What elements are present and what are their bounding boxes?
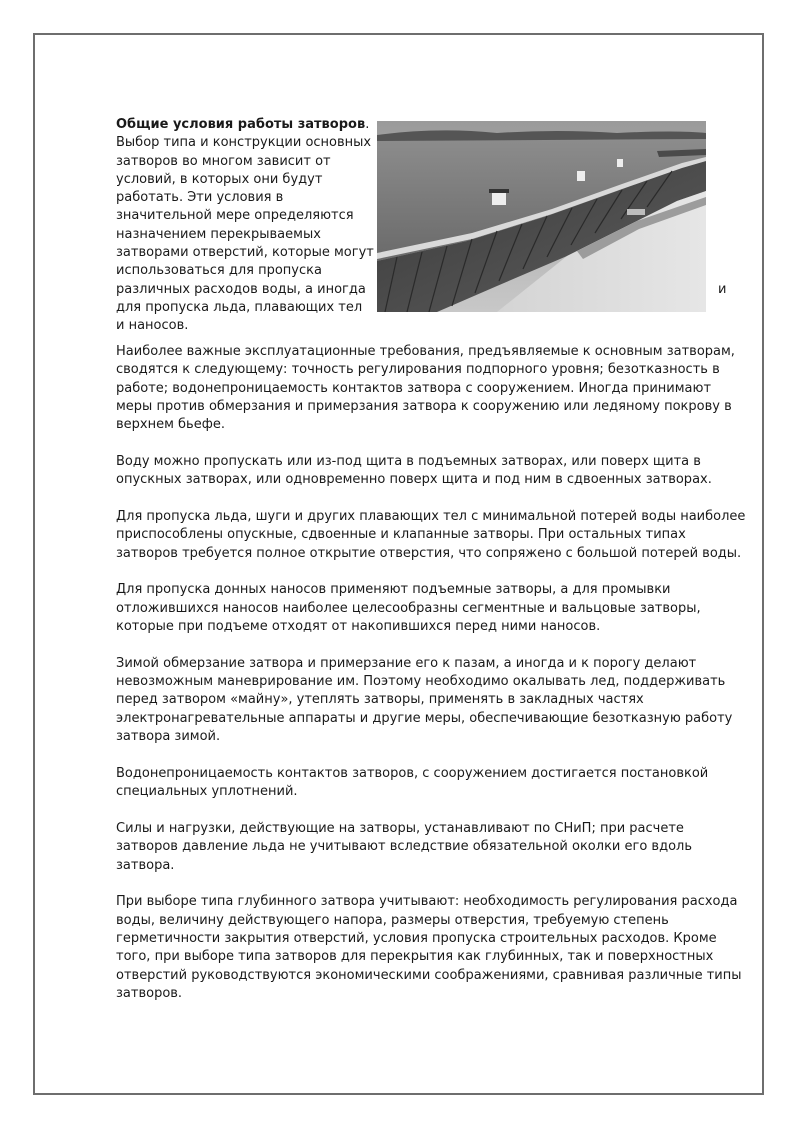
intro-section	[116, 116, 746, 336]
paragraph: Для пропуска льда, шуги и других плавающих тел с минимальной потерей воды наиболее приспособлены опускные, сдвоенные и клапанные затворы. При остальных типах затворов требуется полное открытие отверстия, что сопряжено с большой потерей воды.	[116, 509, 746, 561]
section-title: Общие условия работы затворов	[116, 117, 366, 132]
intro-text: Выбор типа и конструкции основных затворов во многом зависит от условий, в которых они будут работать. Эти условия в значительной мере определяются назначением перекрываемых затворами отверстий, которые могут использоваться для пропуска различных расходов воды, а иногда	[116, 135, 374, 297]
paragraph: Наиболее важные эксплуатационные требования, предъявляемые к основным затворам, сводятся к следующему: точность регулирования подпорного уровня; безотказность в работе; водонепроницаемость контактов затвора с сооружением. Иногда принимают меры против обмерзания и примерзания затвора к сооружению или ледяному покрову в верхнем бьефе.	[116, 344, 735, 433]
paragraph: Водонепроницаемость контактов затворов, с сооружением достигается постановкой специальных уплотнений.	[116, 765, 709, 800]
intro-continuation: и	[718, 282, 727, 297]
paragraph: При выборе типа глубинного затвора учитывают: необходимость регулирования расхода воды, величину действующего напора, размеры отверстия, требуемую степень герметичности закрытия отверстий, условия пропуска строительных расходов. Кроме того, при выборе типа затворов для перекрытия как глубинных, так и поверхностных отверстий руководствуются экономическими соображениями, сравнивая различные типы затворов.	[116, 894, 742, 1001]
intro-paragraph	[116, 116, 374, 336]
document-body	[116, 116, 746, 1022]
paragraph: Силы и нагрузки, действующие на затворы, устанавливают по СНиП; при расчете затворов давление льда не учитывают вследствие обязательной околки его вдоль затвора.	[116, 820, 692, 873]
paragraph: Воду можно пропускать или из-под щита в подъемных затворах, или поверх щита в опускных затворах, или одновременно поверх щита и под ним в сдвоенных затворах.	[116, 453, 712, 488]
paragraph-list	[116, 343, 746, 1003]
paragraph: Зимой обмерзание затвора и примерзание его к пазам, а иногда и к порогу делают невозможным маневрирование им. Поэтому необходимо окалывать лед, поддерживать перед затвором «майну», утеплять затворы, применять в закладных частях электронагревательные аппараты и другие меры, обеспечивающие безотказную работу затвора зимой.	[116, 655, 733, 745]
intro-tail-text: для пропуска льда, плавающих тел и наносов.	[116, 299, 363, 334]
title-period: .	[365, 117, 370, 132]
paragraph: Для пропуска донных наносов применяют подъемные затворы, а для промывки отложившихся наносов наиболее целесообразны сегментные и вальцовые затворы, которые при подъеме отходят от накопившихся перед ними наносов.	[116, 582, 701, 635]
dam-photo	[377, 121, 706, 312]
